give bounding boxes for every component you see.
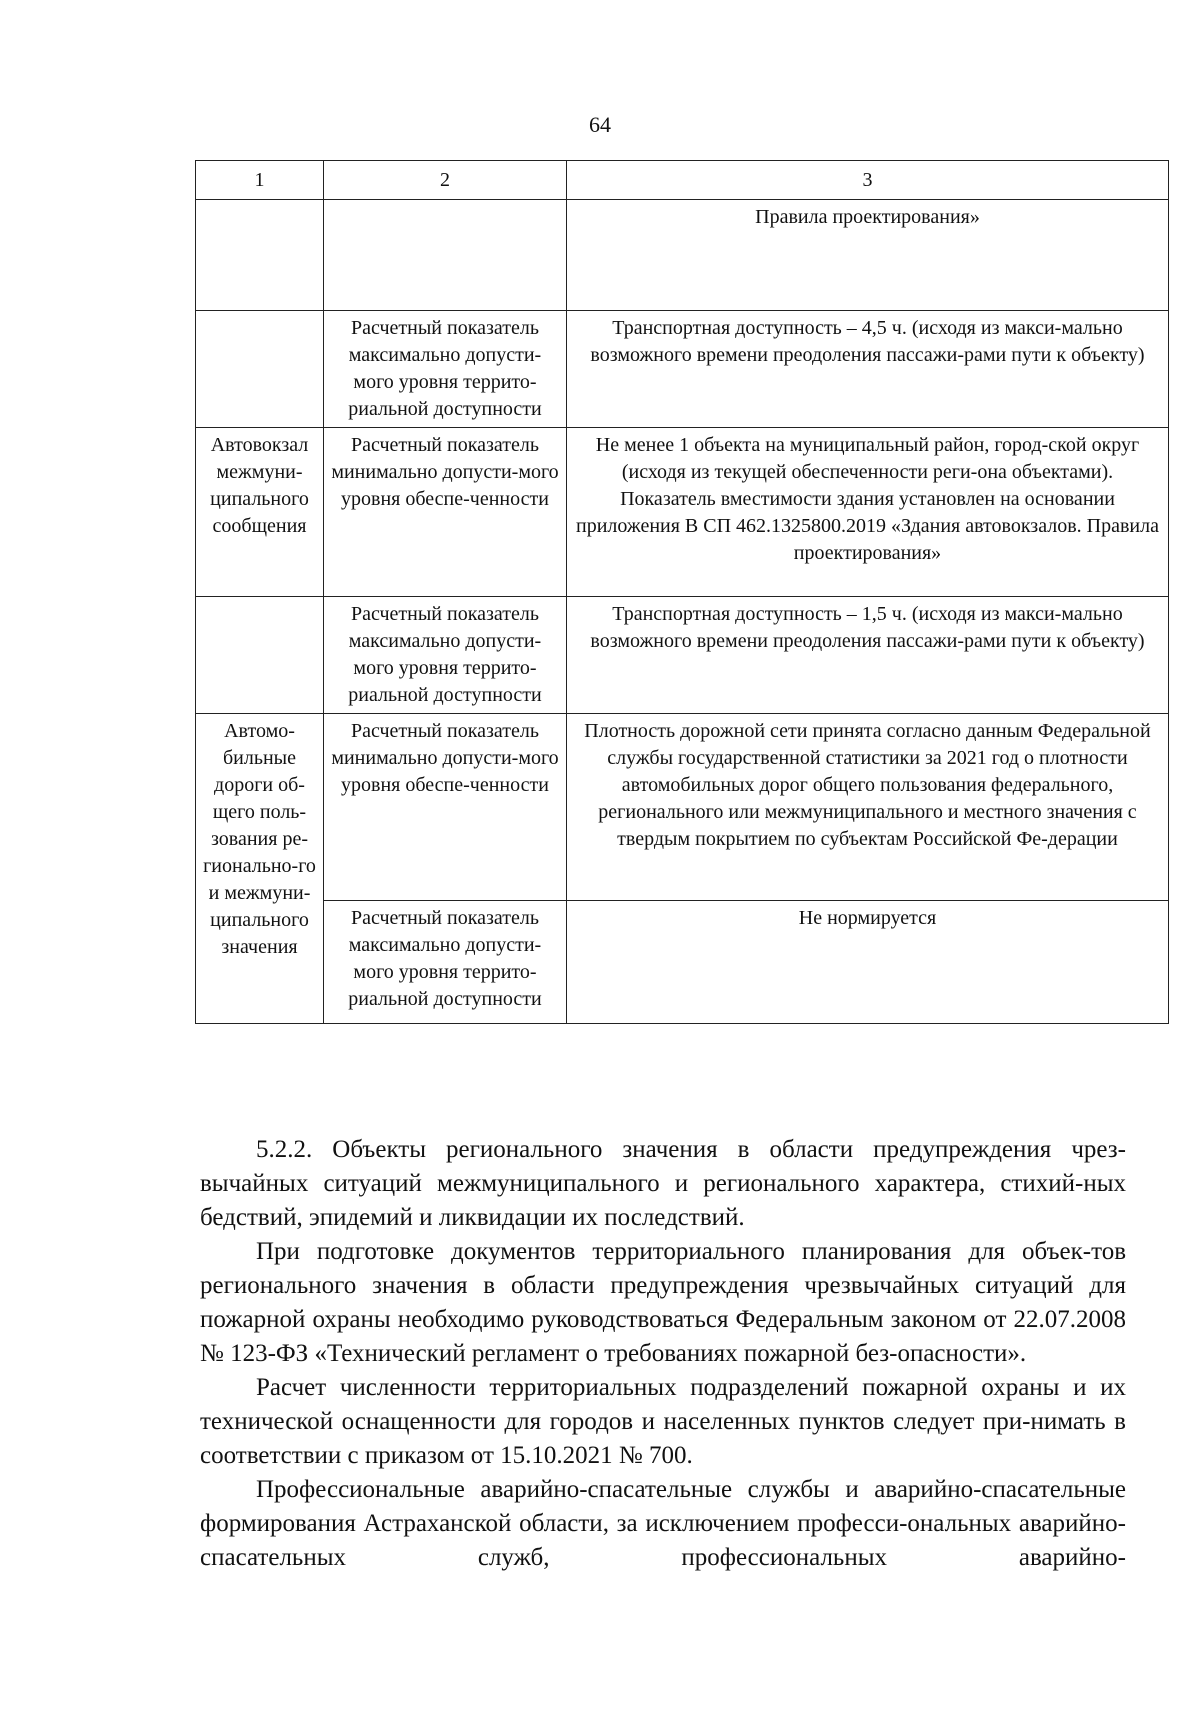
table-cell-indicator: Расчетный показатель максимально допусти-мого уровня террито-риальной доступности xyxy=(324,311,567,428)
table-cell-value: Правила проектирования» xyxy=(567,200,1169,311)
paragraph: Расчет численности территориальных подразделений пожарной охраны и их технической оснащенности для городов и населенных пунктов следует при-нимать в соответствии с приказом от 15.10.2021 № 700. xyxy=(200,1374,1126,1469)
table-cell-value: Не менее 1 объекта на муниципальный район, город-ской округ (исходя из текущей обеспеченности реги-она объектами). Показатель вместимости здания установлен на основании приложения В СП 462.1325800.2019 «Здания автовокзалов. Правила проектирования» xyxy=(567,428,1169,597)
table-row xyxy=(196,200,1169,311)
table-cell-indicator xyxy=(324,200,567,311)
paragraph: 5.2.2. Объекты регионального значения в области предупреждения чрез-вычайных ситуаций межмуниципального и регионального характера, стихий-ных бедствий, эпидемий и ликвидации их последствий. xyxy=(200,1136,1126,1231)
table-cell-indicator: Расчетный показатель минимально допусти-мого уровня обеспе-ченности xyxy=(324,428,567,597)
table-row xyxy=(196,901,1169,1024)
table-row xyxy=(196,428,1169,597)
column-header-3: 3 xyxy=(567,161,1169,200)
table-cell-value: Не нормируется xyxy=(567,901,1169,1024)
standards-table xyxy=(195,160,1169,1024)
column-header-2: 2 xyxy=(324,161,567,200)
table-cell-value: Транспортная доступность – 1,5 ч. (исходя из макси-мально возможного времени преодоления пассажи-рами пути к объекту) xyxy=(567,597,1169,714)
table-cell-value: Транспортная доступность – 4,5 ч. (исходя из макси-мально возможного времени преодоления пассажи-рами пути к объекту) xyxy=(567,311,1169,428)
column-header-1: 1 xyxy=(196,161,324,200)
table-cell-object: Автомо-бильные дороги об-щего поль-зования ре-гионально-го и межмуни-ципального значения xyxy=(196,714,324,1024)
paragraph: При подготовке документов территориального планирования для объек-тов регионального значения в области предупреждения чрезвычайных ситуаций для пожарной охраны необходимо руководствоваться Федеральным законом от 22.07.2008 № 123-ФЗ «Технический регламент о требованиях пожарной без-опасности». xyxy=(200,1238,1126,1367)
table-row xyxy=(196,597,1169,714)
table-row xyxy=(196,311,1169,428)
paragraph: Профессиональные аварийно-спасательные службы и аварийно-спасательные формирования Астраханской области, за исключением професси-ональных аварийно-спасательных служб, профессиональных аварийно- xyxy=(200,1476,1126,1571)
table-cell-object xyxy=(196,311,324,428)
table-cell-indicator: Расчетный показатель минимально допусти-мого уровня обеспе-ченности xyxy=(324,714,567,901)
table-cell-value: Плотность дорожной сети принята согласно данным Федеральной службы государственной статистики за 2021 год о плотности автомобильных дорог общего пользования федерального, регионального или межмуниципального и местного значения с твердым покрытием по субъектам Российской Фе-дерации xyxy=(567,714,1169,901)
page-number: 64 xyxy=(589,112,611,137)
table-row xyxy=(196,714,1169,901)
table-cell-object xyxy=(196,597,324,714)
table-cell-object xyxy=(196,200,324,311)
table-header-row xyxy=(196,161,1169,200)
table-cell-object: Автовокзал межмуни-ципального сообщения xyxy=(196,428,324,597)
table-cell-indicator: Расчетный показатель максимально допусти-мого уровня террито-риальной доступности xyxy=(324,597,567,714)
body-text xyxy=(200,1133,1126,1575)
table-cell-indicator: Расчетный показатель максимально допусти-мого уровня террито-риальной доступности xyxy=(324,901,567,1024)
